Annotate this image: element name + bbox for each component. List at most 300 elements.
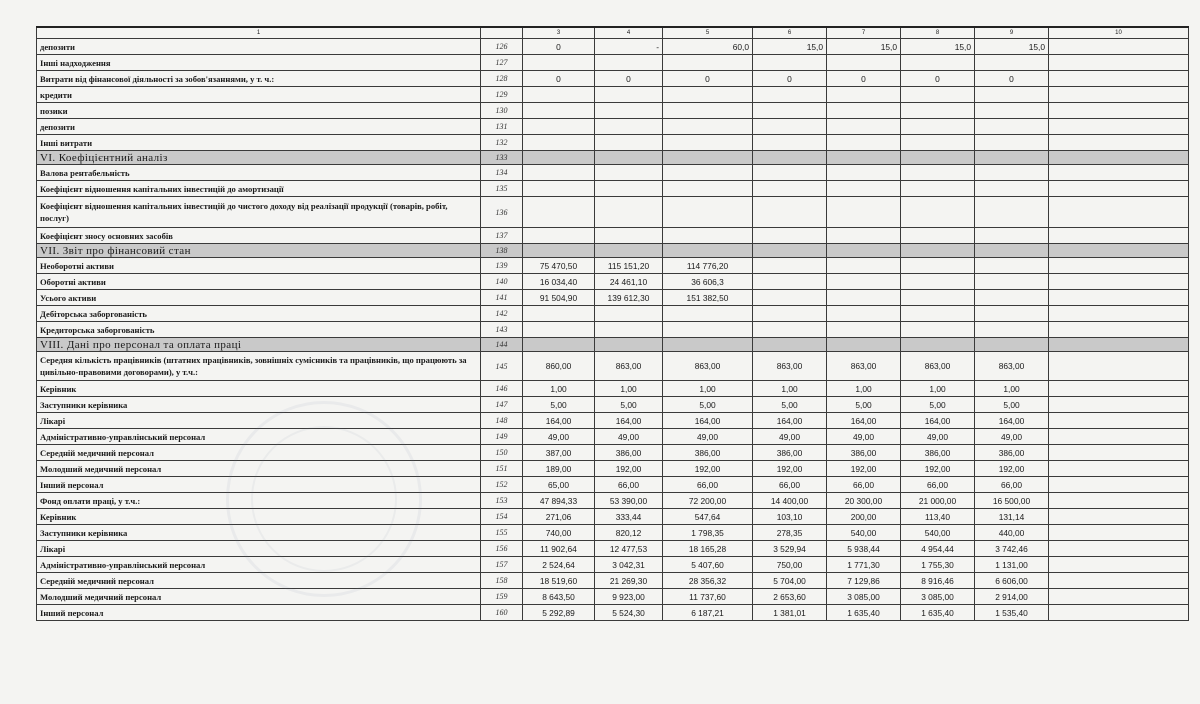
value-cell: 21 269,30 [595,573,663,589]
row-label: Інші витрати [37,135,481,151]
value-cell: 114 776,20 [663,258,753,274]
row-label: Витрати від фінансової діяльності за зобов'язаннями, у т. ч.: [37,71,481,87]
value-cell [1049,197,1189,228]
value-cell: 2 914,00 [975,589,1049,605]
row-label: Інші надходження [37,55,481,71]
value-cell: 0 [975,71,1049,87]
value-cell: 0 [523,39,595,55]
section-header-row [37,151,1189,165]
row-label: Адміністративно-управлінський персонал [37,429,481,445]
value-cell [663,103,753,119]
row-code: 144 [481,338,523,352]
table-row [37,429,1189,445]
table-row [37,397,1189,413]
value-cell: 386,00 [975,445,1049,461]
value-cell: 18 519,60 [523,573,595,589]
value-cell [753,306,827,322]
row-label: Середня кількість працівників (штатних працівників, зовнішніх сумісників та працівників, що працюють за цивільно-правовими договорами), у т.ч.: [37,352,481,381]
value-cell: 863,00 [663,352,753,381]
row-code: 126 [481,39,523,55]
value-cell: 47 894,33 [523,493,595,509]
value-cell [1049,573,1189,589]
value-cell [595,55,663,71]
value-cell: 1 771,30 [827,557,901,573]
value-cell [523,135,595,151]
value-cell: 5,00 [901,397,975,413]
value-cell: 49,00 [753,429,827,445]
row-code: 129 [481,87,523,103]
value-cell [1049,381,1189,397]
value-cell: 49,00 [827,429,901,445]
value-cell: 66,00 [827,477,901,493]
row-label: кредити [37,87,481,103]
value-cell [827,306,901,322]
value-cell: 5,00 [663,397,753,413]
table-row [37,461,1189,477]
value-cell [901,151,975,165]
value-cell [523,119,595,135]
value-cell: 49,00 [523,429,595,445]
row-code: 142 [481,306,523,322]
value-cell: 164,00 [901,413,975,429]
row-label: Необоротні активи [37,258,481,274]
value-cell: 72 200,00 [663,493,753,509]
value-cell: 863,00 [827,352,901,381]
value-cell [1049,413,1189,429]
value-cell: 387,00 [523,445,595,461]
value-cell: 3 529,94 [753,541,827,557]
value-cell: 65,00 [523,477,595,493]
value-cell [1049,274,1189,290]
value-cell: 0 [827,71,901,87]
value-cell: 1,00 [595,381,663,397]
value-cell: 66,00 [901,477,975,493]
value-cell [827,55,901,71]
value-cell [975,290,1049,306]
value-cell [1049,151,1189,165]
value-cell [1049,244,1189,258]
table-row [37,413,1189,429]
value-cell [663,87,753,103]
row-label: Заступники керівника [37,525,481,541]
row-label: Молодший медичний персонал [37,589,481,605]
value-cell [901,55,975,71]
value-cell: 200,00 [827,509,901,525]
value-cell [753,55,827,71]
value-cell [901,197,975,228]
value-cell: 386,00 [595,445,663,461]
value-cell [595,197,663,228]
value-cell: 3 085,00 [901,589,975,605]
value-cell: 386,00 [663,445,753,461]
value-cell [1049,165,1189,181]
value-cell: 1 535,40 [975,605,1049,621]
value-cell [1049,397,1189,413]
value-cell [753,103,827,119]
table-row [37,322,1189,338]
row-label: Коефіцієнт зносу основних засобів [37,228,481,244]
value-cell [753,244,827,258]
value-cell: 20 300,00 [827,493,901,509]
value-cell [1049,461,1189,477]
row-code: 136 [481,197,523,228]
row-label: VII. Звіт про фінансовий стан [37,244,481,258]
value-cell: 5 524,30 [595,605,663,621]
value-cell: 189,00 [523,461,595,477]
value-cell: 192,00 [901,461,975,477]
value-cell: - [595,39,663,55]
value-cell: 386,00 [827,445,901,461]
value-cell: 863,00 [753,352,827,381]
section-header-row [37,338,1189,352]
value-cell [753,274,827,290]
value-cell: 91 504,90 [523,290,595,306]
value-cell [753,338,827,352]
row-code: 159 [481,589,523,605]
value-cell: 192,00 [827,461,901,477]
value-cell [1049,605,1189,621]
value-cell: 440,00 [975,525,1049,541]
value-cell: 66,00 [595,477,663,493]
row-label: Середній медичний персонал [37,573,481,589]
value-cell [827,135,901,151]
value-cell: 5 938,44 [827,541,901,557]
value-cell: 3 742,46 [975,541,1049,557]
value-cell [901,244,975,258]
value-cell [975,228,1049,244]
value-cell [1049,306,1189,322]
value-cell [1049,71,1189,87]
value-cell: 271,06 [523,509,595,525]
row-label: Інший персонал [37,605,481,621]
table-row [37,103,1189,119]
column-header-cell: 6 [753,27,827,39]
value-cell [1049,429,1189,445]
value-cell [523,244,595,258]
value-cell [901,290,975,306]
value-cell: 278,35 [753,525,827,541]
value-cell: 5,00 [523,397,595,413]
row-code: 151 [481,461,523,477]
value-cell [975,274,1049,290]
table-row [37,525,1189,541]
value-cell [901,87,975,103]
value-cell [663,135,753,151]
table-row [37,135,1189,151]
value-cell [523,151,595,165]
value-cell [1049,135,1189,151]
value-cell: 16 500,00 [975,493,1049,509]
table-row [37,493,1189,509]
value-cell [1049,338,1189,352]
row-label: Керівник [37,509,481,525]
value-cell: 15,0 [753,39,827,55]
row-code: 131 [481,119,523,135]
column-header-cell: 1 [37,27,481,39]
value-cell: 60,0 [663,39,753,55]
row-label: VI. Коефіцієнтний аналіз [37,151,481,165]
value-cell: 863,00 [595,352,663,381]
value-cell: 3 085,00 [827,589,901,605]
value-cell [663,197,753,228]
table-row [37,381,1189,397]
value-cell [827,228,901,244]
table-row [37,557,1189,573]
value-cell [1049,55,1189,71]
value-cell [975,244,1049,258]
table-row [37,165,1189,181]
row-code: 141 [481,290,523,306]
value-cell: 547,64 [663,509,753,525]
value-cell [663,55,753,71]
table-row [37,445,1189,461]
table-row [37,477,1189,493]
value-cell: 5,00 [827,397,901,413]
value-cell: 11 902,64 [523,541,595,557]
value-cell [753,258,827,274]
row-code: 139 [481,258,523,274]
row-code: 130 [481,103,523,119]
table-row [37,55,1189,71]
value-cell [827,244,901,258]
value-cell [827,258,901,274]
value-cell [595,165,663,181]
value-cell: 1 381,01 [753,605,827,621]
value-cell: 386,00 [901,445,975,461]
column-header-cell: 8 [901,27,975,39]
value-cell [523,322,595,338]
value-cell: 7 129,86 [827,573,901,589]
value-cell [753,290,827,306]
row-label: Дебіторська заборгованість [37,306,481,322]
value-cell [663,119,753,135]
row-label: депозити [37,119,481,135]
value-cell: 151 382,50 [663,290,753,306]
row-label: Усього активи [37,290,481,306]
row-code: 148 [481,413,523,429]
value-cell [1049,181,1189,197]
row-label: позики [37,103,481,119]
value-cell [753,119,827,135]
column-header-cell: 9 [975,27,1049,39]
value-cell [753,181,827,197]
row-code: 158 [481,573,523,589]
row-code: 150 [481,445,523,461]
value-cell: 0 [753,71,827,87]
row-label: Лікарі [37,413,481,429]
row-code: 127 [481,55,523,71]
table-row [37,352,1189,381]
value-cell [1049,39,1189,55]
value-cell: 3 042,31 [595,557,663,573]
value-cell: 164,00 [975,413,1049,429]
column-header-cell: 5 [663,27,753,39]
value-cell [1049,119,1189,135]
value-cell: 0 [901,71,975,87]
value-cell: 66,00 [753,477,827,493]
value-cell: 6 606,00 [975,573,1049,589]
value-cell: 333,44 [595,509,663,525]
value-cell: 8 643,50 [523,589,595,605]
financial-plan-sheet [36,26,1188,666]
row-label: Валова рентабельність [37,165,481,181]
row-code: 146 [481,381,523,397]
value-cell [595,306,663,322]
value-cell [827,103,901,119]
row-label: Адміністративно-управлінський персонал [37,557,481,573]
value-cell [827,181,901,197]
value-cell [1049,509,1189,525]
value-cell: 1,00 [975,381,1049,397]
value-cell [523,55,595,71]
row-code: 143 [481,322,523,338]
value-cell [827,338,901,352]
value-cell [523,197,595,228]
value-cell [827,274,901,290]
value-cell [663,228,753,244]
row-code: 145 [481,352,523,381]
value-cell: 164,00 [827,413,901,429]
value-cell: 2 653,60 [753,589,827,605]
value-cell: 1,00 [663,381,753,397]
row-code: 135 [481,181,523,197]
value-cell [1049,103,1189,119]
column-number-header [37,27,1189,39]
value-cell: 1 798,35 [663,525,753,541]
value-cell [827,87,901,103]
value-cell: 131,14 [975,509,1049,525]
value-cell: 103,10 [753,509,827,525]
value-cell: 28 356,32 [663,573,753,589]
value-cell: 1 635,40 [901,605,975,621]
row-code: 128 [481,71,523,87]
row-code: 137 [481,228,523,244]
value-cell [975,151,1049,165]
row-label: депозити [37,39,481,55]
value-cell [1049,290,1189,306]
value-cell [901,322,975,338]
value-cell [595,103,663,119]
value-cell [827,322,901,338]
table-row [37,509,1189,525]
value-cell [595,338,663,352]
value-cell [1049,445,1189,461]
table-row [37,119,1189,135]
value-cell [663,165,753,181]
table-row [37,71,1189,87]
value-cell: 15,0 [975,39,1049,55]
value-cell: 820,12 [595,525,663,541]
value-cell: 164,00 [753,413,827,429]
row-code: 152 [481,477,523,493]
value-cell: 192,00 [595,461,663,477]
value-cell: 1,00 [827,381,901,397]
row-code: 140 [481,274,523,290]
value-cell [1049,541,1189,557]
value-cell: 863,00 [901,352,975,381]
value-cell: 164,00 [523,413,595,429]
table-row [37,274,1189,290]
value-cell: 8 916,46 [901,573,975,589]
row-code: 134 [481,165,523,181]
row-code: 138 [481,244,523,258]
section-header-row [37,244,1189,258]
table-row [37,39,1189,55]
value-cell: 1 635,40 [827,605,901,621]
row-label: Кредиторська заборгованість [37,322,481,338]
column-header-cell: 7 [827,27,901,39]
column-header-cell [481,27,523,39]
value-cell [975,103,1049,119]
column-header-cell: 10 [1049,27,1189,39]
value-cell: 115 151,20 [595,258,663,274]
value-cell: 540,00 [901,525,975,541]
value-cell [1049,322,1189,338]
value-cell: 15,0 [827,39,901,55]
value-cell [975,165,1049,181]
value-cell: 9 923,00 [595,589,663,605]
value-cell: 5 292,89 [523,605,595,621]
value-cell: 540,00 [827,525,901,541]
row-code: 153 [481,493,523,509]
value-cell: 5,00 [975,397,1049,413]
value-cell: 24 461,10 [595,274,663,290]
value-cell [901,181,975,197]
row-label: Інший персонал [37,477,481,493]
value-cell: 164,00 [663,413,753,429]
row-code: 132 [481,135,523,151]
table-row [37,605,1189,621]
value-cell: 863,00 [975,352,1049,381]
value-cell [975,322,1049,338]
row-code: 157 [481,557,523,573]
row-label: Заступники керівника [37,397,481,413]
value-cell [901,119,975,135]
value-cell [595,135,663,151]
value-cell [975,55,1049,71]
value-cell: 66,00 [663,477,753,493]
value-cell [975,181,1049,197]
table-row [37,306,1189,322]
value-cell: 1,00 [753,381,827,397]
value-cell: 192,00 [975,461,1049,477]
table-row [37,589,1189,605]
row-label: Фонд оплати праці, у т.ч.: [37,493,481,509]
row-code: 133 [481,151,523,165]
value-cell [827,151,901,165]
value-cell: 192,00 [663,461,753,477]
row-label: Керівник [37,381,481,397]
value-cell [663,306,753,322]
value-cell [663,151,753,165]
value-cell [1049,352,1189,381]
value-cell [901,228,975,244]
value-cell [1049,589,1189,605]
table-row [37,197,1189,228]
value-cell: 1 131,00 [975,557,1049,573]
value-cell [595,181,663,197]
value-cell [523,338,595,352]
value-cell: 12 477,53 [595,541,663,557]
value-cell [1049,258,1189,274]
value-cell [1049,493,1189,509]
value-cell: 2 524,64 [523,557,595,573]
row-label: Оборотні активи [37,274,481,290]
value-cell: 139 612,30 [595,290,663,306]
value-cell [523,87,595,103]
table-row [37,290,1189,306]
value-cell: 5,00 [753,397,827,413]
